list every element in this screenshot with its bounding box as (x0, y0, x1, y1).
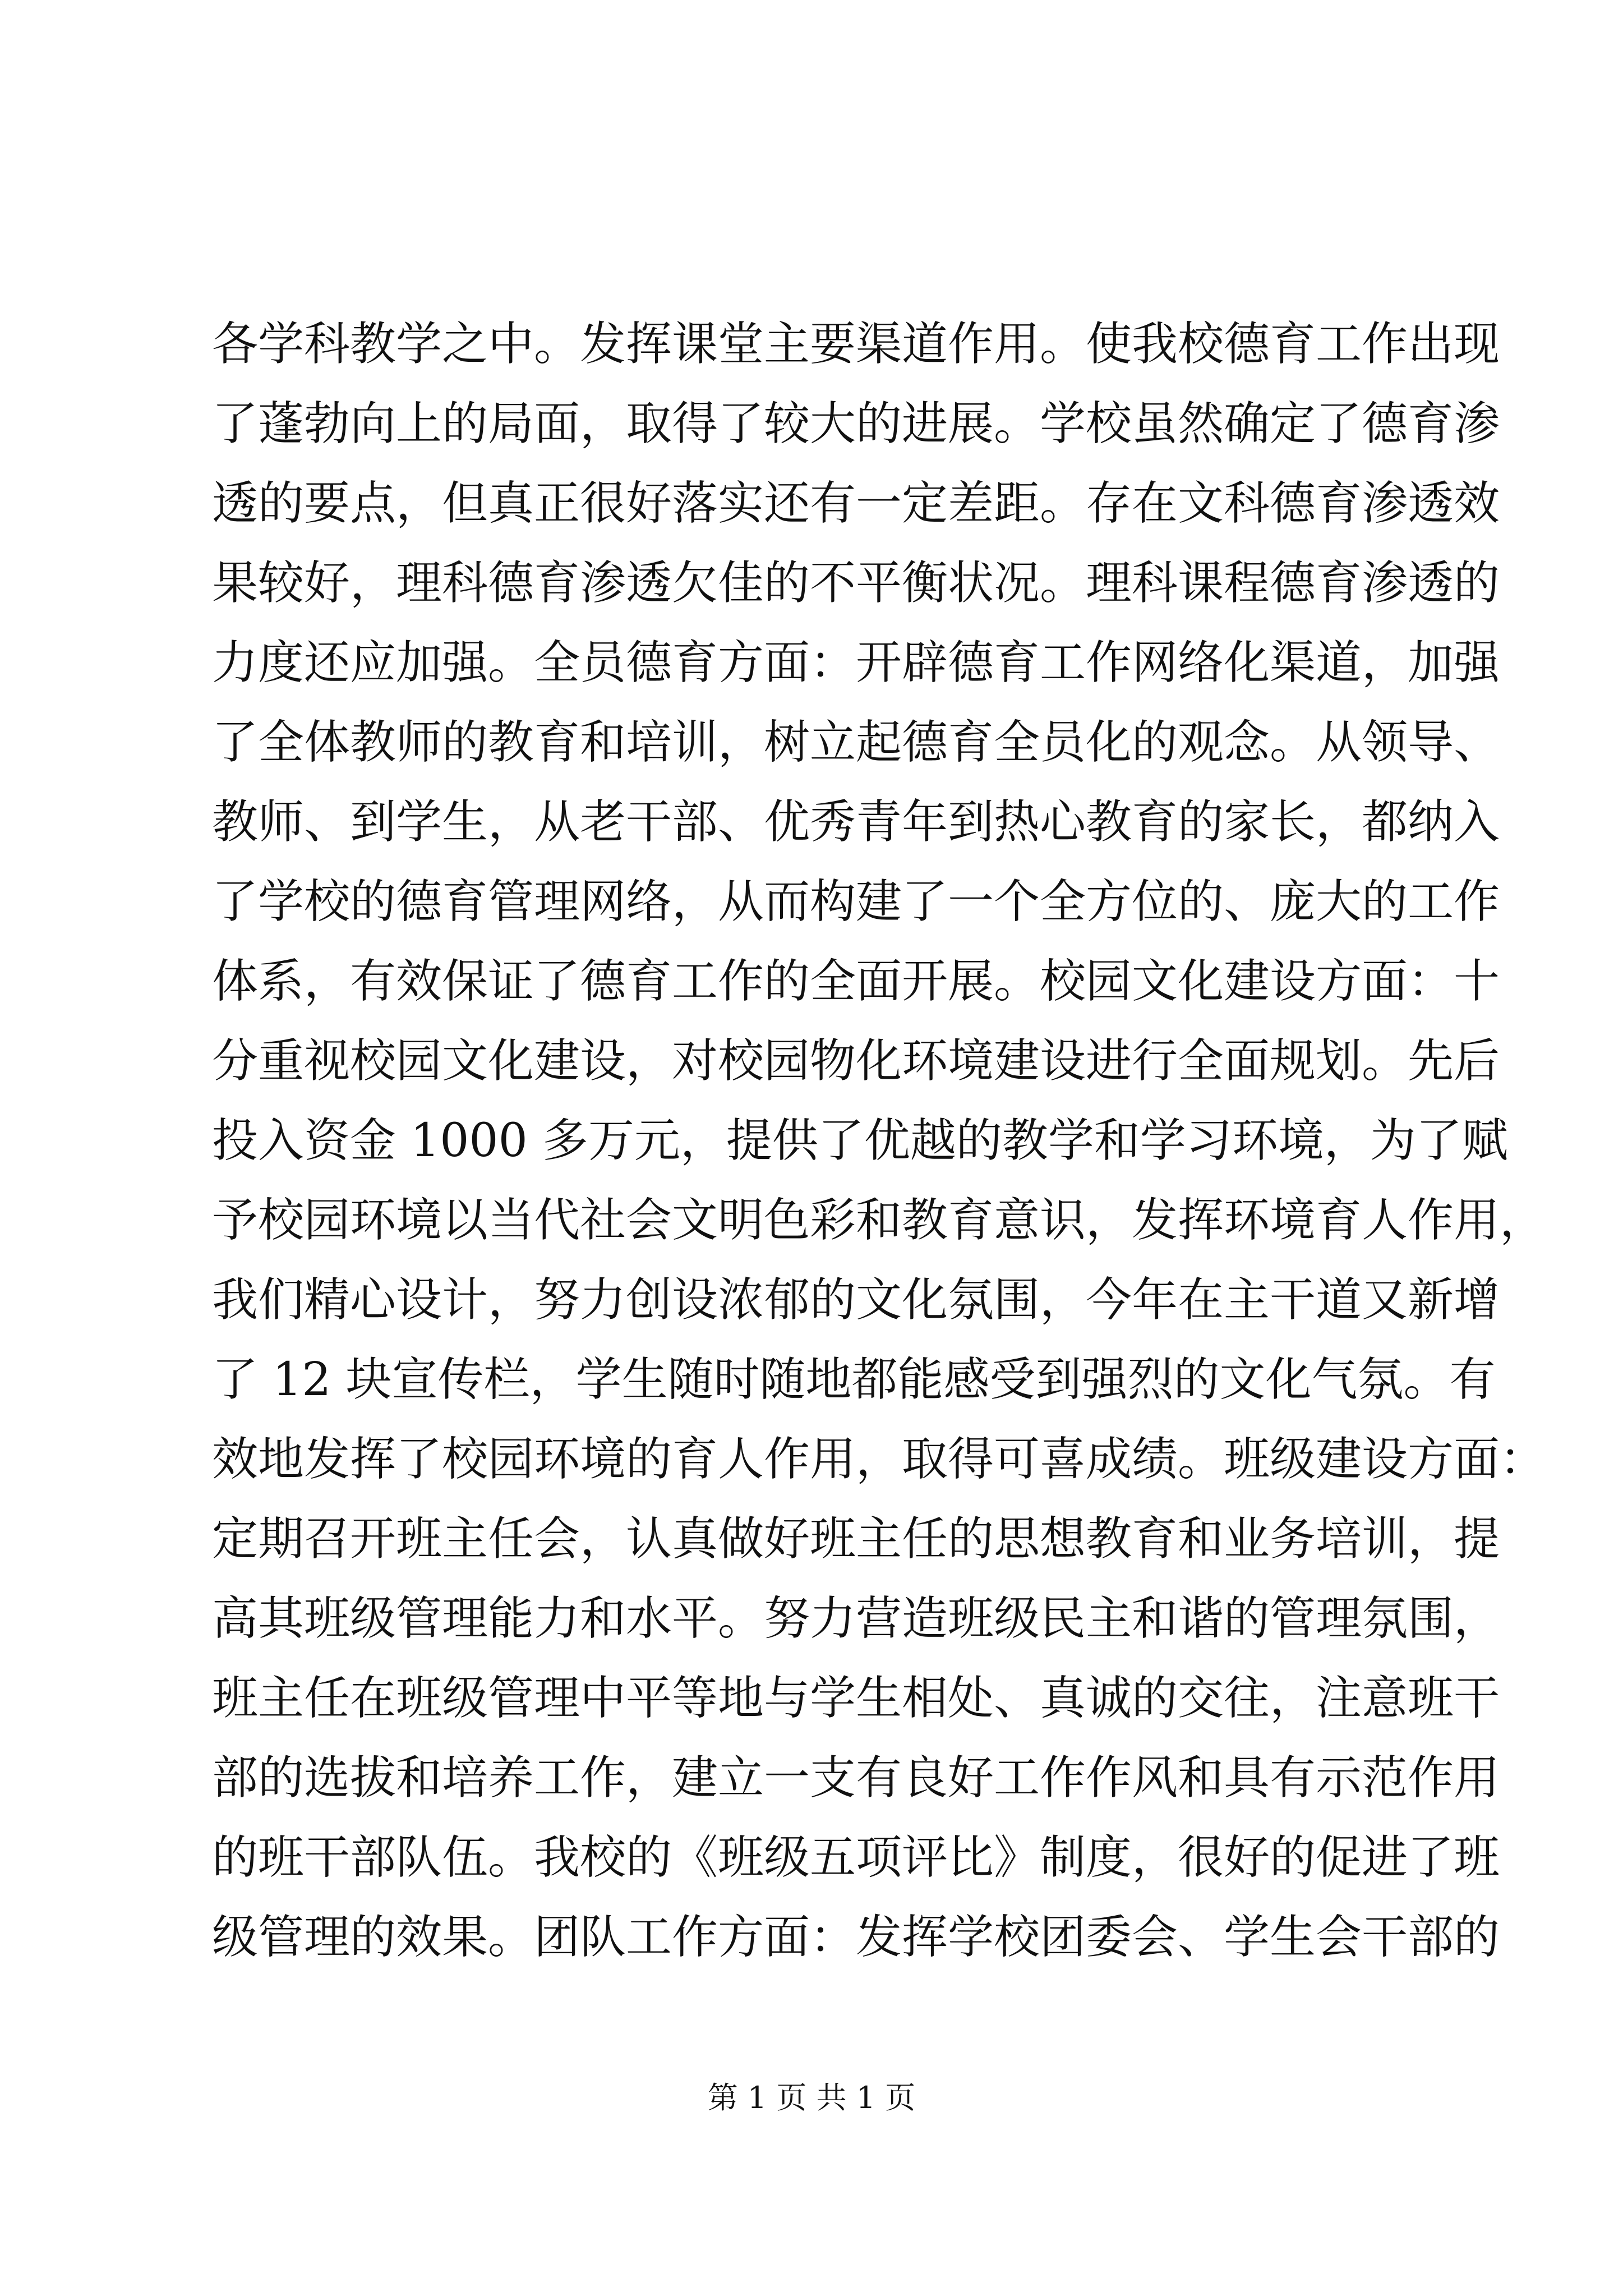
text-line: 部的选拔和培养工作，建立一支有良好工作作风和具有示范作用 (212, 1751, 1500, 1805)
text-line: 我们精心设计，努力创设浓郁的文化氛围，今年在主干道又新增 (212, 1273, 1500, 1327)
text-line: 投入资金 1000 多万元，提供了优越的教学和学习环境，为了赋 (212, 1114, 1508, 1167)
text-line: 定期召开班主任会，认真做好班主任的思想教育和业务培训，提 (212, 1512, 1500, 1566)
text-line: 高其班级管理能力和水平。努力营造班级民主和谐的管理氛围， (212, 1592, 1500, 1645)
text-line: 了蓬勃向上的局面，取得了较大的进展。学校虽然确定了德育渗 (212, 397, 1500, 450)
text-line: 分重视校园文化建设，对校园物化环境建设进行全面规划。先后 (212, 1034, 1500, 1088)
text-line: 效地发挥了校园环境的育人作用，取得可喜成绩。班级建设方面： (212, 1433, 1546, 1486)
text-line: 教师、到学生，从老干部、优秀青年到热心教育的家长，都纳入 (212, 795, 1500, 849)
text-line: 了 12 块宣传栏，学生随时随地都能感受到强烈的文化气氛。有 (212, 1353, 1496, 1406)
body-text (212, 305, 1546, 1977)
text-line: 了全体教师的教育和培训，树立起德育全员化的观念。从领导、 (212, 716, 1500, 769)
text-line: 了学校的德育管理网络，从而构建了一个全方位的、庞大的工作 (212, 875, 1500, 928)
text-line: 体系，有效保证了德育工作的全面开展。校园文化建设方面：十 (212, 955, 1500, 1008)
page-footer: 第 1 页 共 1 页 (707, 2080, 916, 2115)
text-line: 的班干部队伍。我校的《班级五项评比》制度，很好的促进了班 (212, 1831, 1500, 1884)
text-line: 班主任在班级管理中平等地与学生相处、真诚的交往，注意班干 (212, 1672, 1500, 1725)
text-line: 予校园环境以当代社会文明色彩和教育意识，发挥环境育人作用， (212, 1194, 1546, 1247)
text-line: 力度还应加强。全员德育方面：开辟德育工作网络化渠道，加强 (212, 636, 1500, 689)
text-line: 透的要点，但真正很好落实还有一定差距。存在文科德育渗透效 (212, 477, 1500, 530)
text-line: 各学科教学之中。发挥课堂主要渠道作用。使我校德育工作出现 (212, 318, 1500, 371)
text-line: 果较好，理科德育渗透欠佳的不平衡状况。理科课程德育渗透的 (212, 556, 1500, 610)
text-line: 级管理的效果。团队工作方面：发挥学校团委会、学生会干部的 (212, 1911, 1500, 1964)
